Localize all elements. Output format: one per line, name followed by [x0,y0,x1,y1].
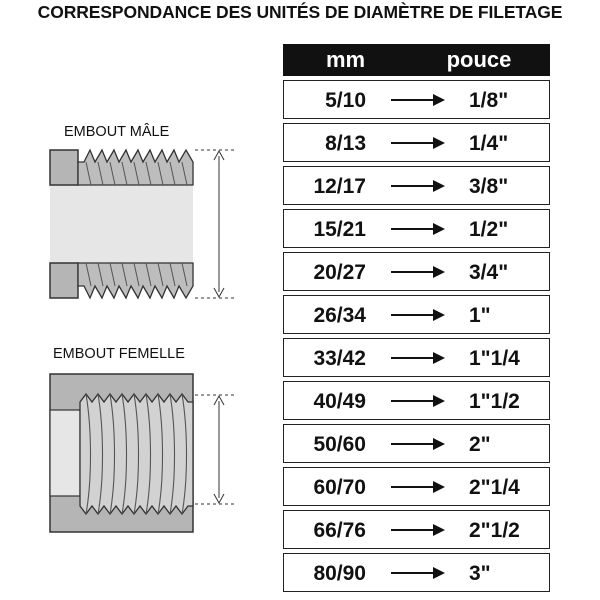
mm-value: 40/49 [313,390,366,413]
inch-value: 1"1/4 [469,347,520,370]
arrow-right-icon [391,185,443,187]
arrow-right-icon [391,443,443,445]
arrow-right-icon [391,572,443,574]
table-row [283,80,550,119]
arrow-right-icon [391,314,443,316]
table-header [283,44,550,76]
inch-value: 1"1/2 [469,390,520,413]
arrow-right-icon [391,271,443,273]
inch-value: 2" [469,433,491,456]
mm-value: 33/42 [313,347,366,370]
header-inch: pouce [446,47,512,72]
arrow-right-icon [391,99,443,101]
female-dimension-arrow-icon [195,395,234,504]
inch-value: 1/4" [469,132,509,155]
inch-value: 3/4" [469,261,509,284]
mm-value: 5/10 [325,89,366,112]
mm-value: 15/21 [313,218,366,241]
arrow-right-icon [391,357,443,359]
arrow-right-icon [391,228,443,230]
inch-value: 3/8" [469,175,509,198]
table-row [283,295,550,334]
inch-value: 1" [469,304,491,327]
conversion-table [283,44,550,592]
mm-value: 60/70 [313,476,366,499]
arrow-right-icon [391,529,443,531]
table-row [283,123,550,162]
table-row [283,424,550,463]
inch-value: 1/2" [469,218,509,241]
arrow-right-icon [391,486,443,488]
arrow-right-icon [391,142,443,144]
female-fitting-label: EMBOUT FEMELLE [53,346,185,362]
header-mm: mm [325,47,366,72]
male-fitting-label: EMBOUT MÂLE [64,124,170,140]
mm-value: 50/60 [313,433,366,456]
inch-value: 2"1/4 [469,476,520,499]
mm-value: 8/13 [325,132,366,155]
inch-value: 1/8" [469,89,509,112]
table-row [283,209,550,248]
mm-value: 80/90 [313,562,366,585]
table-row [283,467,550,506]
table-row [283,381,550,420]
inch-value: 2"1/2 [469,519,520,542]
table-row [283,166,550,205]
table-rows [283,80,550,592]
mm-value: 26/34 [313,304,366,327]
table-row [283,553,550,592]
table-row [283,252,550,291]
table-row [283,338,550,377]
mm-value: 20/27 [313,261,366,284]
mm-value: 66/76 [313,519,366,542]
mm-value: 12/17 [313,175,366,198]
inch-value: 3" [469,562,491,585]
table-row [283,510,550,549]
page-title: CORRESPONDANCE DES UNITÉS DE DIAMÈTRE DE FILETAGE [37,2,563,22]
arrow-right-icon [391,400,443,402]
